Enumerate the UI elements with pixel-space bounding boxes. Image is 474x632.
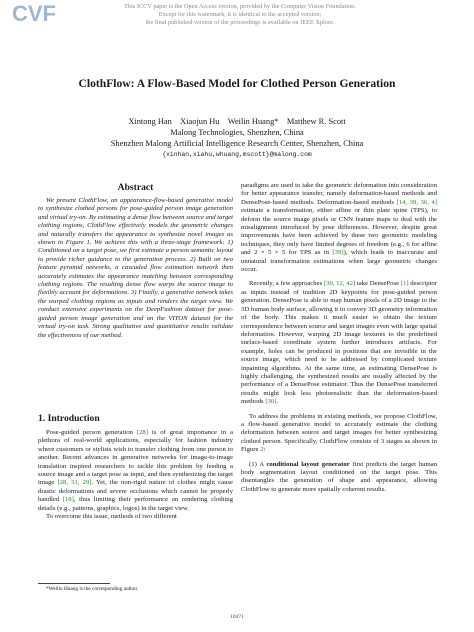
intro-text: . Yet, the non-rigid nature of clothes might cause drastic deformations and severe occlusions which cannot be properly handled	[38, 479, 233, 504]
cvf-logo-text: CVF	[12, 2, 56, 24]
body-text: To address the problems in existing methods, we propose ClothFlow, a flow-based generative model to accurately estimate the clothing deformation between source and target images for better synthesizing clothed person. Specifically, ClothFlow consists of 3 stages as shown in Figure	[241, 412, 437, 454]
right-paragraph-3	[241, 413, 437, 455]
introduction-heading: 1. Introduction	[38, 413, 100, 424]
abstract-text	[38, 197, 233, 340]
figure-link[interactable]: 2	[260, 446, 264, 454]
author-names: Xintong Han Xiaojun Hu Weilin Huang* Matthew R. Scott	[128, 117, 346, 126]
right-paragraph-2	[241, 280, 437, 406]
body-text: (1) A	[249, 460, 267, 468]
right-paragraph-1	[241, 182, 437, 274]
body-text: paradigms are used to take the geometric deformation into consideration for better appearance transfer, namely deformation-based methods and DensePose-based methods. Deformation-based methods	[241, 182, 437, 206]
citation-link[interactable]: [14, 39, 36, 4]	[396, 198, 437, 206]
body-text: estimate a transformation, either affine or thin plate spine (TPS), to deform the source image pixels or CNN feature maps to deal with the misalignment introduced by pose differences. However, despite great improvements have been achieved by these two geometric modeling techniques, they only have limited degrees of freedom (e.g., 6 for affine and 2 × 5 × 5 for TPS as in	[241, 207, 437, 257]
intro-paragraph-2: To overcome this issue, methods of two different	[46, 513, 177, 521]
body-text: :	[263, 446, 266, 454]
citation-link[interactable]: [30, 12, 42]	[323, 280, 356, 288]
open-access-banner	[90, 3, 390, 28]
abstract-paragraph: We present ClothFlow, an appearance-flow-based generative model to synthesize clothed persons for pose-guided person image generation and virtual try-on. By estimating a dense flow between source and target clothing regions, ClothFlow effectively models the geometric changes and naturally transfers the appearance to synthesize novel images as shown in Figure 1. We achieve this with a three-stage framework: 1) Conditioned on a target pose, we first estimate a person semantic layout to provide richer guidance to the generation process. 2) Built on two feature pyramid networks, a cascaded flow estimation network then accurately estimates the appearance matching between corresponding clothing regions. The resulting dense flow warps the source image to flexibly account for deformations. 3) Finally, a generative network takes the warped clothing regions as inputs and renders the target view. We conduct extensive experiments on the DeepFashion dataset for pose-guided person image generation and on the VITON dataset for the virtual try-on task. Strong qualitative and quantitative results validate the effectiveness of our method.	[38, 197, 233, 339]
body-text: Recently, a few approaches	[249, 280, 324, 288]
abstract-heading: Abstract	[117, 182, 154, 193]
emphasis-text: conditional layout generator	[266, 460, 350, 468]
author-block	[0, 116, 474, 160]
citation-link[interactable]: [28]	[136, 429, 148, 436]
cvf-logo	[10, 2, 70, 24]
right-paragraph-4	[241, 461, 437, 495]
banner-line-3: the final published version of the proceedings is available on IEEE Xplore.	[145, 19, 335, 27]
affiliation-2: Shenzhen Malong Artificial Intelligence Research Center, Shenzhen, China	[110, 139, 364, 148]
intro-text: , thus limiting their performance on rendering clothing details (e.g., patterns, graphics, logos) in the target view.	[38, 496, 233, 512]
intro-text: is of great importance in a plethora of real-world applications, especially for fashion industry where customers or stylists wish to transfer clothing from one person to another. Recent advances in generative networks for image-to-image translation inspired researchers to tackle this problem by feeding a source image and a target pose as input, and then synthesizing the target image	[38, 429, 233, 487]
paper-title: ClothFlow: A Flow-Based Model for Clothed Person Generation	[78, 77, 396, 90]
page-number: 10471	[230, 614, 244, 620]
footnote: *Weilin Huang is the corresponding author.	[46, 586, 139, 592]
citation-link[interactable]: [18]	[62, 496, 74, 504]
citation-link[interactable]: [1]	[400, 280, 409, 288]
intro-paragraph-1	[38, 429, 233, 513]
body-text: .	[276, 398, 279, 406]
citation-link[interactable]: [28, 31, 29]	[57, 479, 92, 487]
body-text: descriptor as inputs instead of tradition 2D keypoints for pose-guided person generation. DensePose is able to map human pixels of a 2D image to the 3D human body surface, allowing it to convey 3D geometry information of the body. This makes it much easier to obtain the texture correspondence between source and target images even with large spatial deformation. However, warping 2D image textures to the predefined surface-based coordinate system further introduces artifacts. For example, holes can be produced in positions that are invisible in the source image, which need to be addressed by complicated texture inpainting algorithms. At the same time, as estimating DensePose is highly challenging, the synthesized results are usually affected by the performance of a DensePose estimator. Thus the DensePose transferred results might look less photorealistic than the deformation-based methods	[241, 280, 438, 406]
affiliation-1: Malong Technologies, Shenzhen, China	[170, 128, 304, 137]
body-text: take DensePose	[355, 280, 401, 288]
body-text: first predicts the target human body segmentation layout conditioned on the target pose. This disentangles the generation of shape and appearance, allowing ClothFlow to generate more spatially coherent results.	[241, 460, 437, 493]
banner-line-2: Except for this watermark, it is identical to the accepted version;	[158, 11, 322, 19]
intro-text: Pose-guided person generation	[46, 429, 137, 436]
body-text: ), which leads to inaccurate and unnatural transformation estimations when large geometric changes occur.	[241, 249, 437, 274]
banner-line-1: This ICCV paper is the Open Access version, provided by the Computer Vision Foundation.	[124, 3, 356, 10]
citation-link[interactable]: [30]	[265, 398, 277, 406]
right-column-text	[241, 182, 437, 494]
author-emails: {xinhan,xiahu,whuang,mscott}@malong.com	[162, 151, 312, 158]
introduction-left-text	[38, 429, 233, 521]
citation-link[interactable]: [39]	[332, 249, 344, 257]
footnote-rule	[38, 583, 110, 584]
